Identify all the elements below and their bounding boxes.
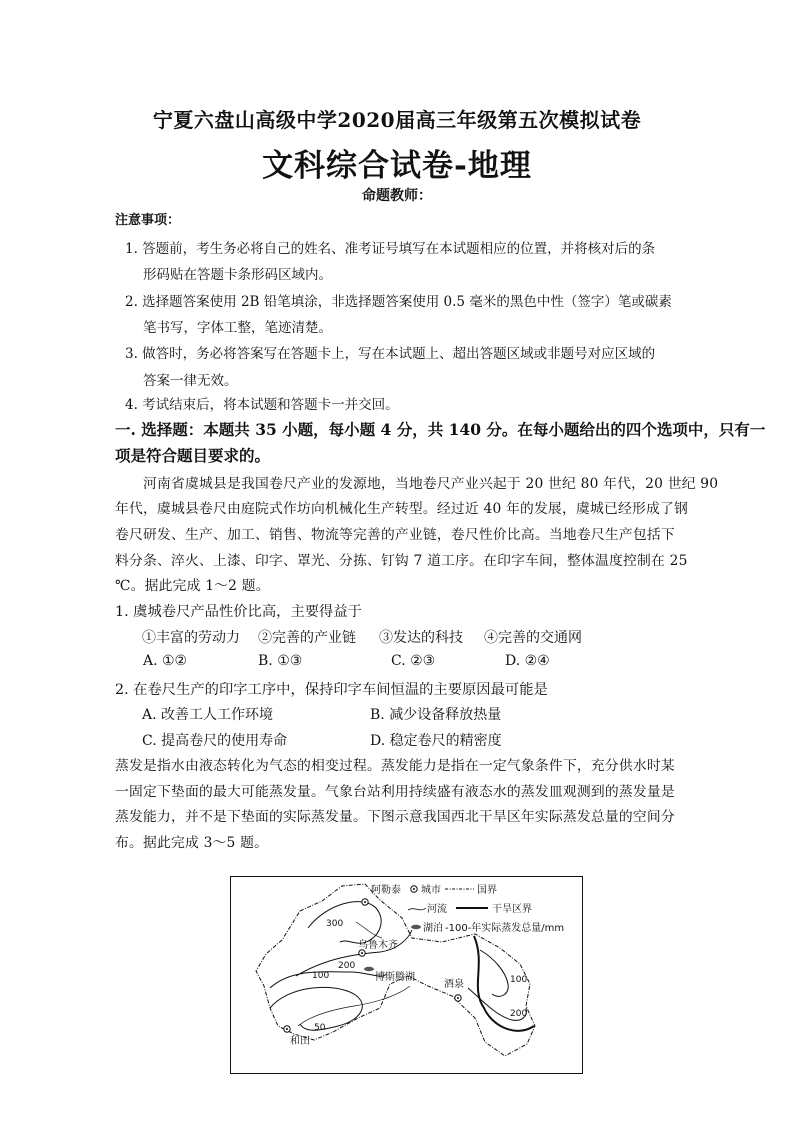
notice-line: 形码贴在答题卡条形码区域内。 [143, 267, 332, 283]
q1-item: ③发达的科技 [379, 630, 463, 646]
label-urumqi: 乌鲁木齐 [358, 940, 398, 951]
notice-line: 1. 答题前，考生务必将自己的姓名、准考证号填写在本试题相应的位置，并将核对后的条 [125, 241, 656, 257]
notice-line: 3. 做答时，务必将答案写在答题卡上，写在本试题上、超出答题区域或非题号对应区域的 [125, 346, 656, 362]
city-jiuquan [455, 995, 461, 1001]
passage-line: 蒸发是指水由液态转化为气态的相变过程。蒸发能力是指在一定气象条件下，充分供水时某 [115, 758, 675, 774]
evaporation-map [230, 876, 583, 1074]
passage-line: 布。据此完成 3～5 题。 [115, 835, 269, 851]
passage-line: ℃。据此完成 1～2 题。 [115, 578, 270, 594]
legend-city: 城市 [421, 885, 441, 896]
notice-heading: 注意事项： [115, 213, 181, 228]
legend-river: 河流 [427, 904, 447, 915]
passage-line: 料分条、淬火、上漆、印字、罩光、分拣、钉钩 7 道工序。在印字车间，整体温度控制在 25 [115, 553, 688, 569]
label-hotan: 和田 [290, 1036, 310, 1047]
q1-item: ④完善的交通网 [484, 630, 582, 646]
city-hotan [284, 1026, 290, 1032]
label-altay: 阿勒泰 [371, 885, 401, 896]
section-heading: 一. 选择题：本题共 35 小题，每小题 4 分，共 140 分。在每小题给出的四个选项中，只有一 [115, 420, 766, 439]
q1-option-b[interactable]: B. ①③ [258, 653, 303, 669]
label-bosten: 博斯腾湖 [375, 972, 415, 983]
q1-item: ①丰富的劳动力 [142, 630, 240, 646]
q2-option-b[interactable]: B. 减少设备释放热量 [370, 707, 502, 723]
isoline-label-100-east: 100 [510, 975, 528, 985]
q2-option-c[interactable]: C. 提高卷尺的使用寿命 [142, 733, 288, 749]
legend-border: 国界 [477, 885, 497, 896]
isoline-label-100: 100 [312, 971, 330, 981]
school-title: 宁夏六盘山高级中学2020届高三年级第五次模拟试卷 [152, 108, 642, 132]
bosten-lake [364, 967, 374, 971]
q1-option-a[interactable]: A. ①② [143, 653, 188, 669]
legend-isoline: -100-年实际蒸发总量/mm [445, 923, 565, 934]
notice-line: 2. 选择题答案使用 2B 铅笔填涂，非选择题答案使用 0.5 毫米的黑色中性（签字）笔或碳素 [125, 294, 672, 310]
teacher-line: 命题教师： [362, 188, 432, 204]
isoline-label-200: 200 [338, 961, 356, 971]
passage-line: 一固定下垫面的最大可能蒸发量。气象台站利用持续盛有液态水的蒸发皿观测到的蒸发量是 [115, 784, 675, 800]
passage-line: 年代，虞城县卷尺由庭院式作坊向机械化生产转型。经过近 40 年的发展，虞城已经形成了钢 [115, 501, 689, 517]
isoline-label-50: 50 [314, 1023, 326, 1033]
notice-line: 笔书写，字体工整，笔迹清楚。 [143, 320, 332, 336]
legend-lake: 湖泊 [423, 923, 443, 934]
passage-line: 蒸发能力，并不是下垫面的实际蒸发量。下图示意我国西北干旱区年实际蒸发总量的空间分 [115, 809, 675, 825]
notice-line: 4. 考试结束后，将本试题和答题卡一并交回。 [125, 397, 399, 413]
question-2-stem: 2. 在卷尺生产的印字工序中，保持印字车间恒温的主要原因最可能是 [115, 682, 548, 698]
passage-line: 卷尺研发、生产、加工、销售、物流等完善的产业链，卷尺性价比高。当地卷尺生产包括下 [115, 527, 675, 543]
passage-line: 河南省虞城县是我国卷尺产业的发源地，当地卷尺产业兴起于 20 世纪 80 年代，20 世纪 90 [143, 476, 719, 492]
label-jiuquan: 酒泉 [444, 979, 464, 990]
q2-option-a[interactable]: A. 改善工人工作环境 [142, 707, 274, 723]
legend-arid: 干旱区界 [492, 904, 532, 915]
section-heading-cont: 项是符合题目要求的。 [115, 446, 271, 465]
isoline-label-300: 300 [326, 919, 344, 929]
city-altay [362, 899, 368, 905]
q1-option-c[interactable]: C. ②③ [391, 653, 436, 669]
subject-title: 文科综合试卷-地理 [262, 148, 532, 184]
legend-lake-symbol [411, 925, 421, 929]
q1-item: ②完善的产业链 [258, 630, 356, 646]
isoline-label-200-east: 200 [510, 1009, 528, 1019]
q2-option-d[interactable]: D. 稳定卷尺的精密度 [370, 733, 502, 749]
notice-line: 答案一律无效。 [143, 373, 238, 389]
question-1-stem: 1. 虞城卷尺产品性价比高，主要得益于 [115, 604, 362, 620]
q1-option-d[interactable]: D. ②④ [505, 653, 550, 669]
